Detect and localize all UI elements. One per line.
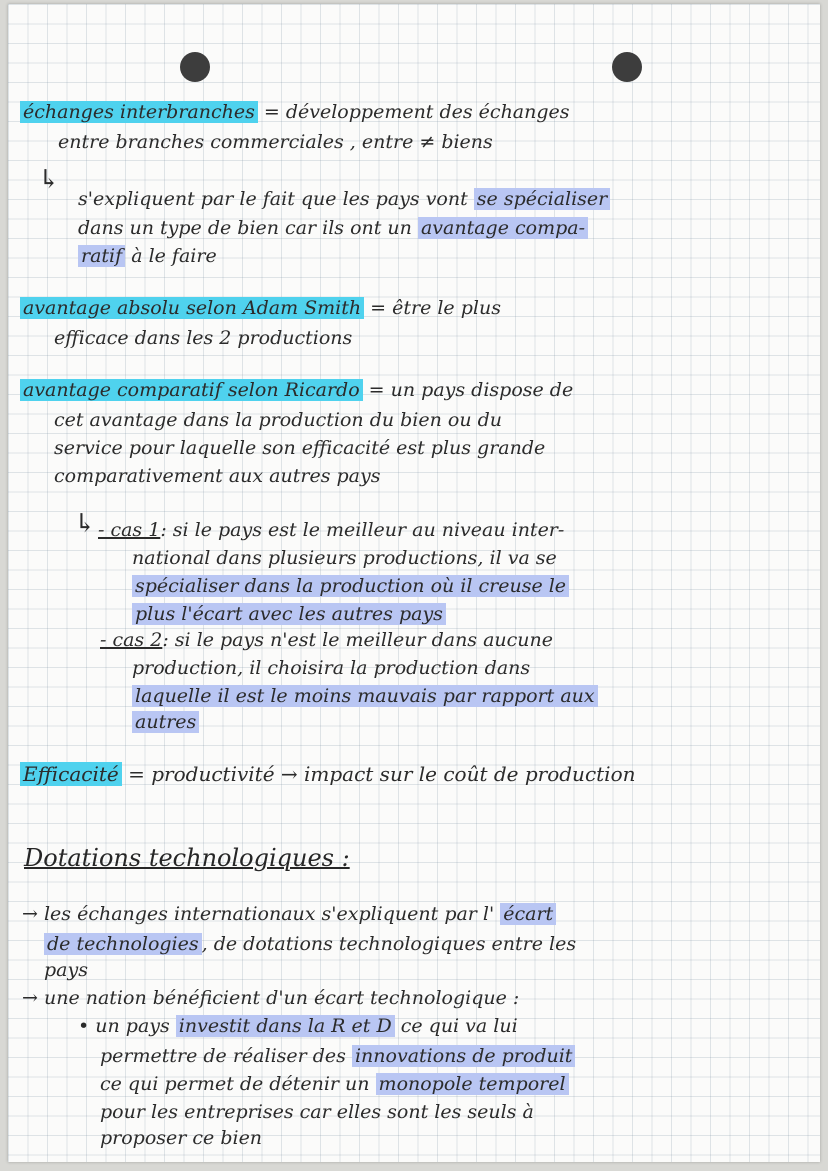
- def-avantage-absolu: avantage absolu selon Adam Smith = être le plus: [20, 296, 501, 320]
- highlight-specialiser: se spécialiser: [474, 188, 610, 210]
- bullet-1-line-1: → les échanges internationaux s'expliquent par l' écart: [22, 902, 556, 926]
- cas1-line-2: national dans plusieurs productions, il va se: [132, 547, 557, 569]
- bullet-3-line-1: • un pays investit dans la R et D ce qui va lui: [78, 1015, 518, 1037]
- explanation-line-1: s'expliquent par le fait que les pays vont se spécialiser: [78, 187, 610, 211]
- bullet-1-line-2: de technologies , de dotations technologiques entre les: [44, 932, 576, 956]
- cas2-line-4: autres: [132, 710, 199, 734]
- def-efficacite: Efficacité = productivité → impact sur le coût de production: [20, 762, 636, 786]
- highlight-de-technologies: de technologies: [44, 933, 202, 955]
- bullet-3-line-4: pour les entreprises car elles sont les seuls à: [100, 1101, 534, 1123]
- def-line-3: service pour laquelle son efficacité est plus grande: [54, 437, 546, 459]
- def-interbranches: échanges interbranches = développement des échanges: [20, 100, 570, 124]
- cas2-line-2: production, il choisira la production dans: [132, 657, 531, 679]
- arrow-icon: ↳: [38, 165, 60, 195]
- arrow-right-icon: →: [22, 903, 38, 925]
- def-line-2: cet avantage dans la production du bien ou du: [54, 409, 503, 431]
- cas1-label: - cas 1: [98, 519, 161, 541]
- bullet-1-line-3: pays: [44, 959, 88, 981]
- term-efficacite: Efficacité: [20, 762, 122, 786]
- bullet-3-line-5: proposer ce bien: [100, 1127, 263, 1149]
- punch-hole-right: [612, 52, 642, 82]
- highlight-avantage-compa: avantage compa-: [418, 217, 588, 239]
- def-interbranches-cont: entre branches commerciales , entre ≠ biens: [58, 131, 493, 153]
- highlight-monopole: monopole temporel: [376, 1073, 569, 1095]
- highlight-ecart: écart: [500, 903, 556, 925]
- def-avantage-comparatif: avantage comparatif selon Ricardo = un pays dispose de: [20, 378, 573, 402]
- highlight-innovations: innovations de produit: [352, 1045, 575, 1067]
- cas1-line-4: plus l'écart avec les autres pays: [132, 602, 446, 626]
- cas2-line-1: - cas 2: si le pays n'est le meilleur dans aucune: [100, 629, 554, 651]
- term-avantage-comparatif: avantage comparatif selon Ricardo: [20, 379, 363, 401]
- term-echanges-interbranches: échanges interbranches: [20, 101, 258, 123]
- punch-hole-left: [180, 52, 210, 82]
- cas1-line-1: - cas 1: si le pays est le meilleur au niveau inter-: [98, 519, 565, 541]
- term-avantage-absolu: avantage absolu selon Adam Smith: [20, 297, 364, 319]
- arrow-icon: ↳: [74, 509, 96, 539]
- highlight-ratif: ratif: [78, 245, 125, 267]
- section-heading: Dotations technologiques :: [24, 844, 350, 872]
- explanation-line-2: dans un type de bien car ils ont un avantage compa-: [78, 216, 588, 240]
- def-avantage-absolu-cont: efficace dans les 2 productions: [54, 327, 353, 349]
- cas1-line-3: spécialiser dans la production où il creuse le: [132, 574, 569, 598]
- cas2-line-3: laquelle il est le moins mauvais par rapport aux: [132, 684, 598, 708]
- explanation-line-3: ratif à le faire: [78, 244, 217, 268]
- bullet-dot-icon: •: [78, 1015, 90, 1037]
- bullet-2-line-1: → une nation bénéficient d'un écart technologique :: [22, 987, 520, 1009]
- cas2-label: - cas 2: [100, 629, 163, 651]
- highlight-investit-rd: investit dans la R et D: [176, 1015, 395, 1037]
- def-line-4: comparativement aux autres pays: [54, 465, 381, 487]
- arrow-right-icon: →: [22, 987, 38, 1009]
- notebook-page: [8, 4, 820, 1162]
- bullet-3-line-3: ce qui permet de détenir un monopole temporel: [100, 1072, 569, 1096]
- bullet-3-line-2: permettre de réaliser des innovations de produit: [100, 1044, 575, 1068]
